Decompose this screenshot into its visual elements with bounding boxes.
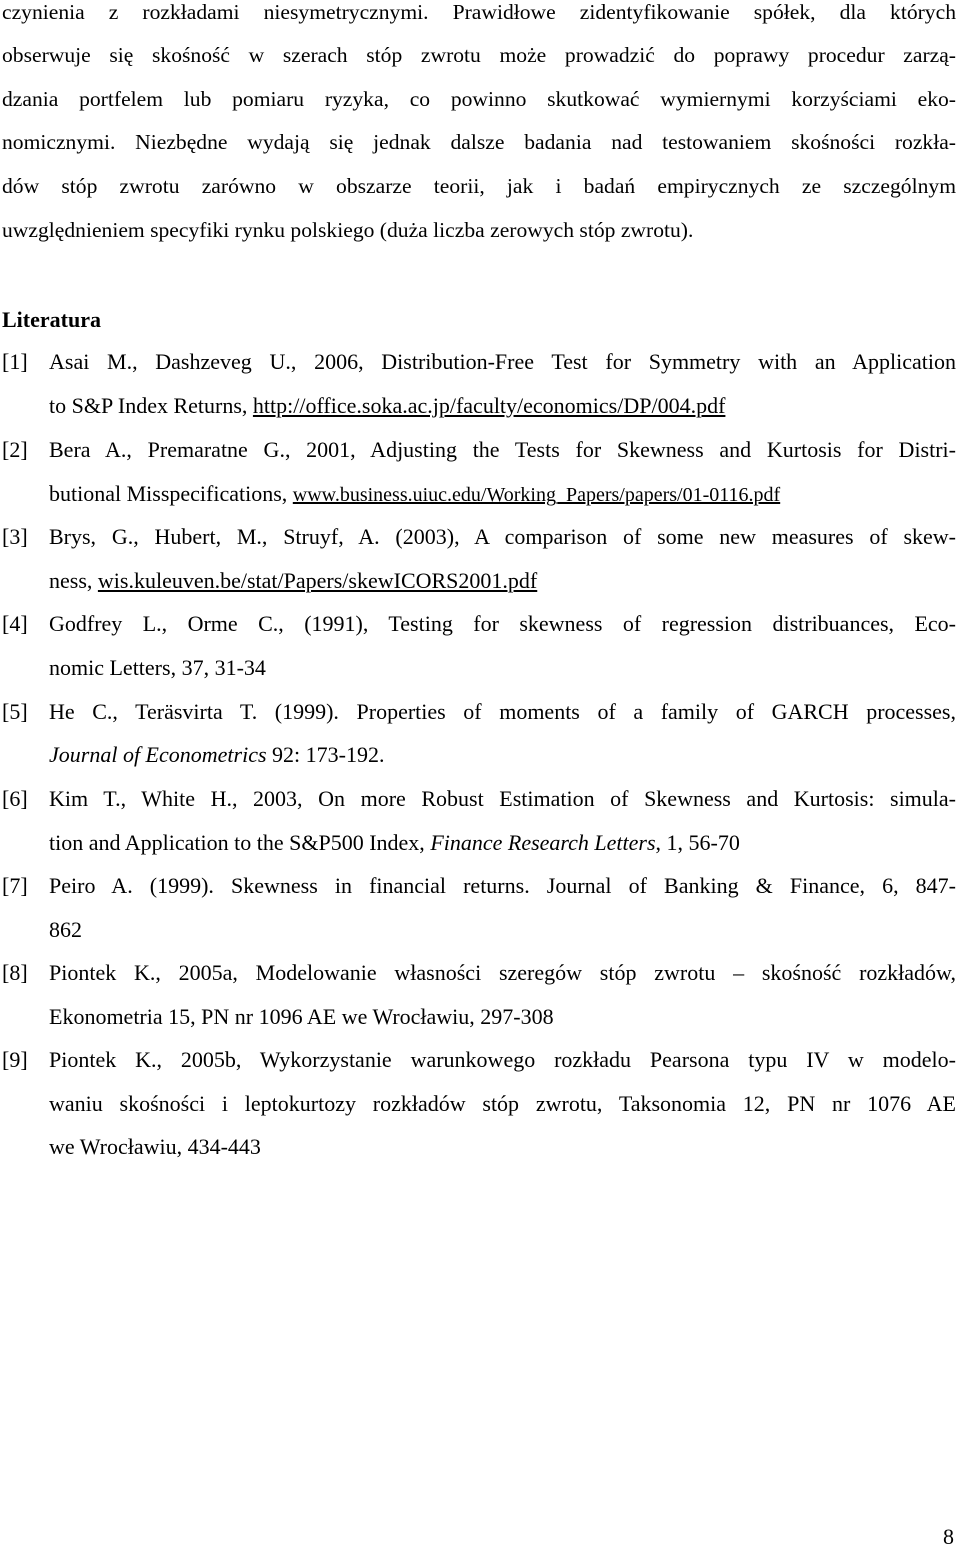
reference-text-line-1: Bera A., Premaratne G., 2001, Adjusting the Tests for Skewness and Kurtosis for Distri- [49,437,956,462]
reference-text-line-1: Kim T., White H., 2003, On more Robust Estimation of Skewness and Kurtosis: simula- [49,786,956,811]
reference-text-line-2 [49,391,956,421]
reference-url-link[interactable]: http://office.soka.ac.jp/faculty/economics/DP/004.pdf [252,393,726,418]
reference-text: butional Misspecifications, [49,481,293,506]
paragraph-line-2: obserwuje się skośność w szerach stóp zwrotu może prowadzić do poprawy procedur zarzą- [2,43,956,67]
reference-number: [9] [2,1047,28,1072]
reference-text: tion and Application to the S&P500 Index, [49,830,431,855]
reference-text-line-3: we Wrocławiu, 434-443 [49,1134,261,1159]
section-heading: Literatura [2,307,101,332]
reference-text-line-1: Piontek K., 2005a, Modelowanie własności szeregów stóp zwrotu – skośność rozkładów, [49,960,956,985]
reference-number: [7] [2,873,28,898]
reference-text-line-1: Brys, G., Hubert, M., Struyf, A. (2003), A comparison of some new measures of skew- [49,524,956,549]
paragraph-line-6: uwzględnieniem specyfiki rynku polskiego (duża liczba zerowych stóp zwrotu). [2,218,694,242]
paragraph-line-1: czynienia z rozkładami niesymetrycznymi. Prawidłowe zidentyfikowanie spółek, dla których [2,0,956,24]
paragraph-line-4: nomicznymi. Niezbędne wydają się jednak dalsze badania nad testowaniem skośności rozkła- [2,130,956,154]
page-number: 8 [943,1524,954,1549]
journal-title: Journal of Econometrics [49,742,267,767]
reference-number: [3] [2,524,28,549]
reference-text-line-2: waniu skośności i leptokurtozy rozkładów stóp zwrotu, Taksonomia 12, PN nr 1076 AE [49,1091,956,1116]
reference-number: [1] [2,349,28,374]
reference-url-link[interactable]: wis.kuleuven.be/stat/Papers/skewICORS2001.pdf [97,568,538,593]
reference-text-line-2 [49,828,956,858]
reference-text-line-1: Piontek K., 2005b, Wykorzystanie warunkowego rozkładu Pearsona typu IV w modelo- [49,1047,956,1072]
reference-text-line-2 [49,566,956,596]
journal-title: Finance Research Letters [430,830,656,855]
paragraph-line-5: dów stóp zwrotu zarówno w obszarze teorii, jak i badań empirycznych ze szczególnym [2,174,956,198]
reference-url-link[interactable]: www.business.uiuc.edu/Working_Papers/papers/01-0116.pdf [292,484,781,506]
reference-number: [4] [2,611,28,636]
reference-text-line-1: Asai M., Dashzeveg U., 2006, Distribution-Free Test for Symmetry with an Application [49,349,956,374]
reference-text-line-1: Peiro A. (1999). Skewness in financial returns. Journal of Banking & Finance, 6, 847- [49,873,956,898]
reference-text-line-1: Godfrey L., Orme C., (1991), Testing for skewness of regression distribuances, Eco- [49,611,956,636]
reference-text-line-2: Ekonometria 15, PN nr 1096 AE we Wrocławiu, 297-308 [49,1004,554,1029]
reference-text-line-2 [49,740,956,770]
reference-text-line-2 [49,479,956,510]
reference-text-line-1: He C., Teräsvirta T. (1999). Properties of moments of a family of GARCH processes, [49,699,956,724]
reference-text-line-2: nomic Letters, 37, 31-34 [49,655,266,680]
reference-number: [8] [2,960,28,985]
reference-number: [2] [2,437,28,462]
reference-number: [6] [2,786,28,811]
paragraph-line-3: dzania portfelem lub pomiaru ryzyka, co powinno skutkować wymiernymi korzyściami eko- [2,87,956,111]
reference-text: 92: 173-192. [266,742,385,767]
reference-text-line-2: 862 [49,917,82,942]
reference-number: [5] [2,699,28,724]
reference-text: to S&P Index Returns, [49,393,253,418]
reference-text: ness, [49,568,98,593]
reference-text: , 1, 56-70 [655,830,740,855]
